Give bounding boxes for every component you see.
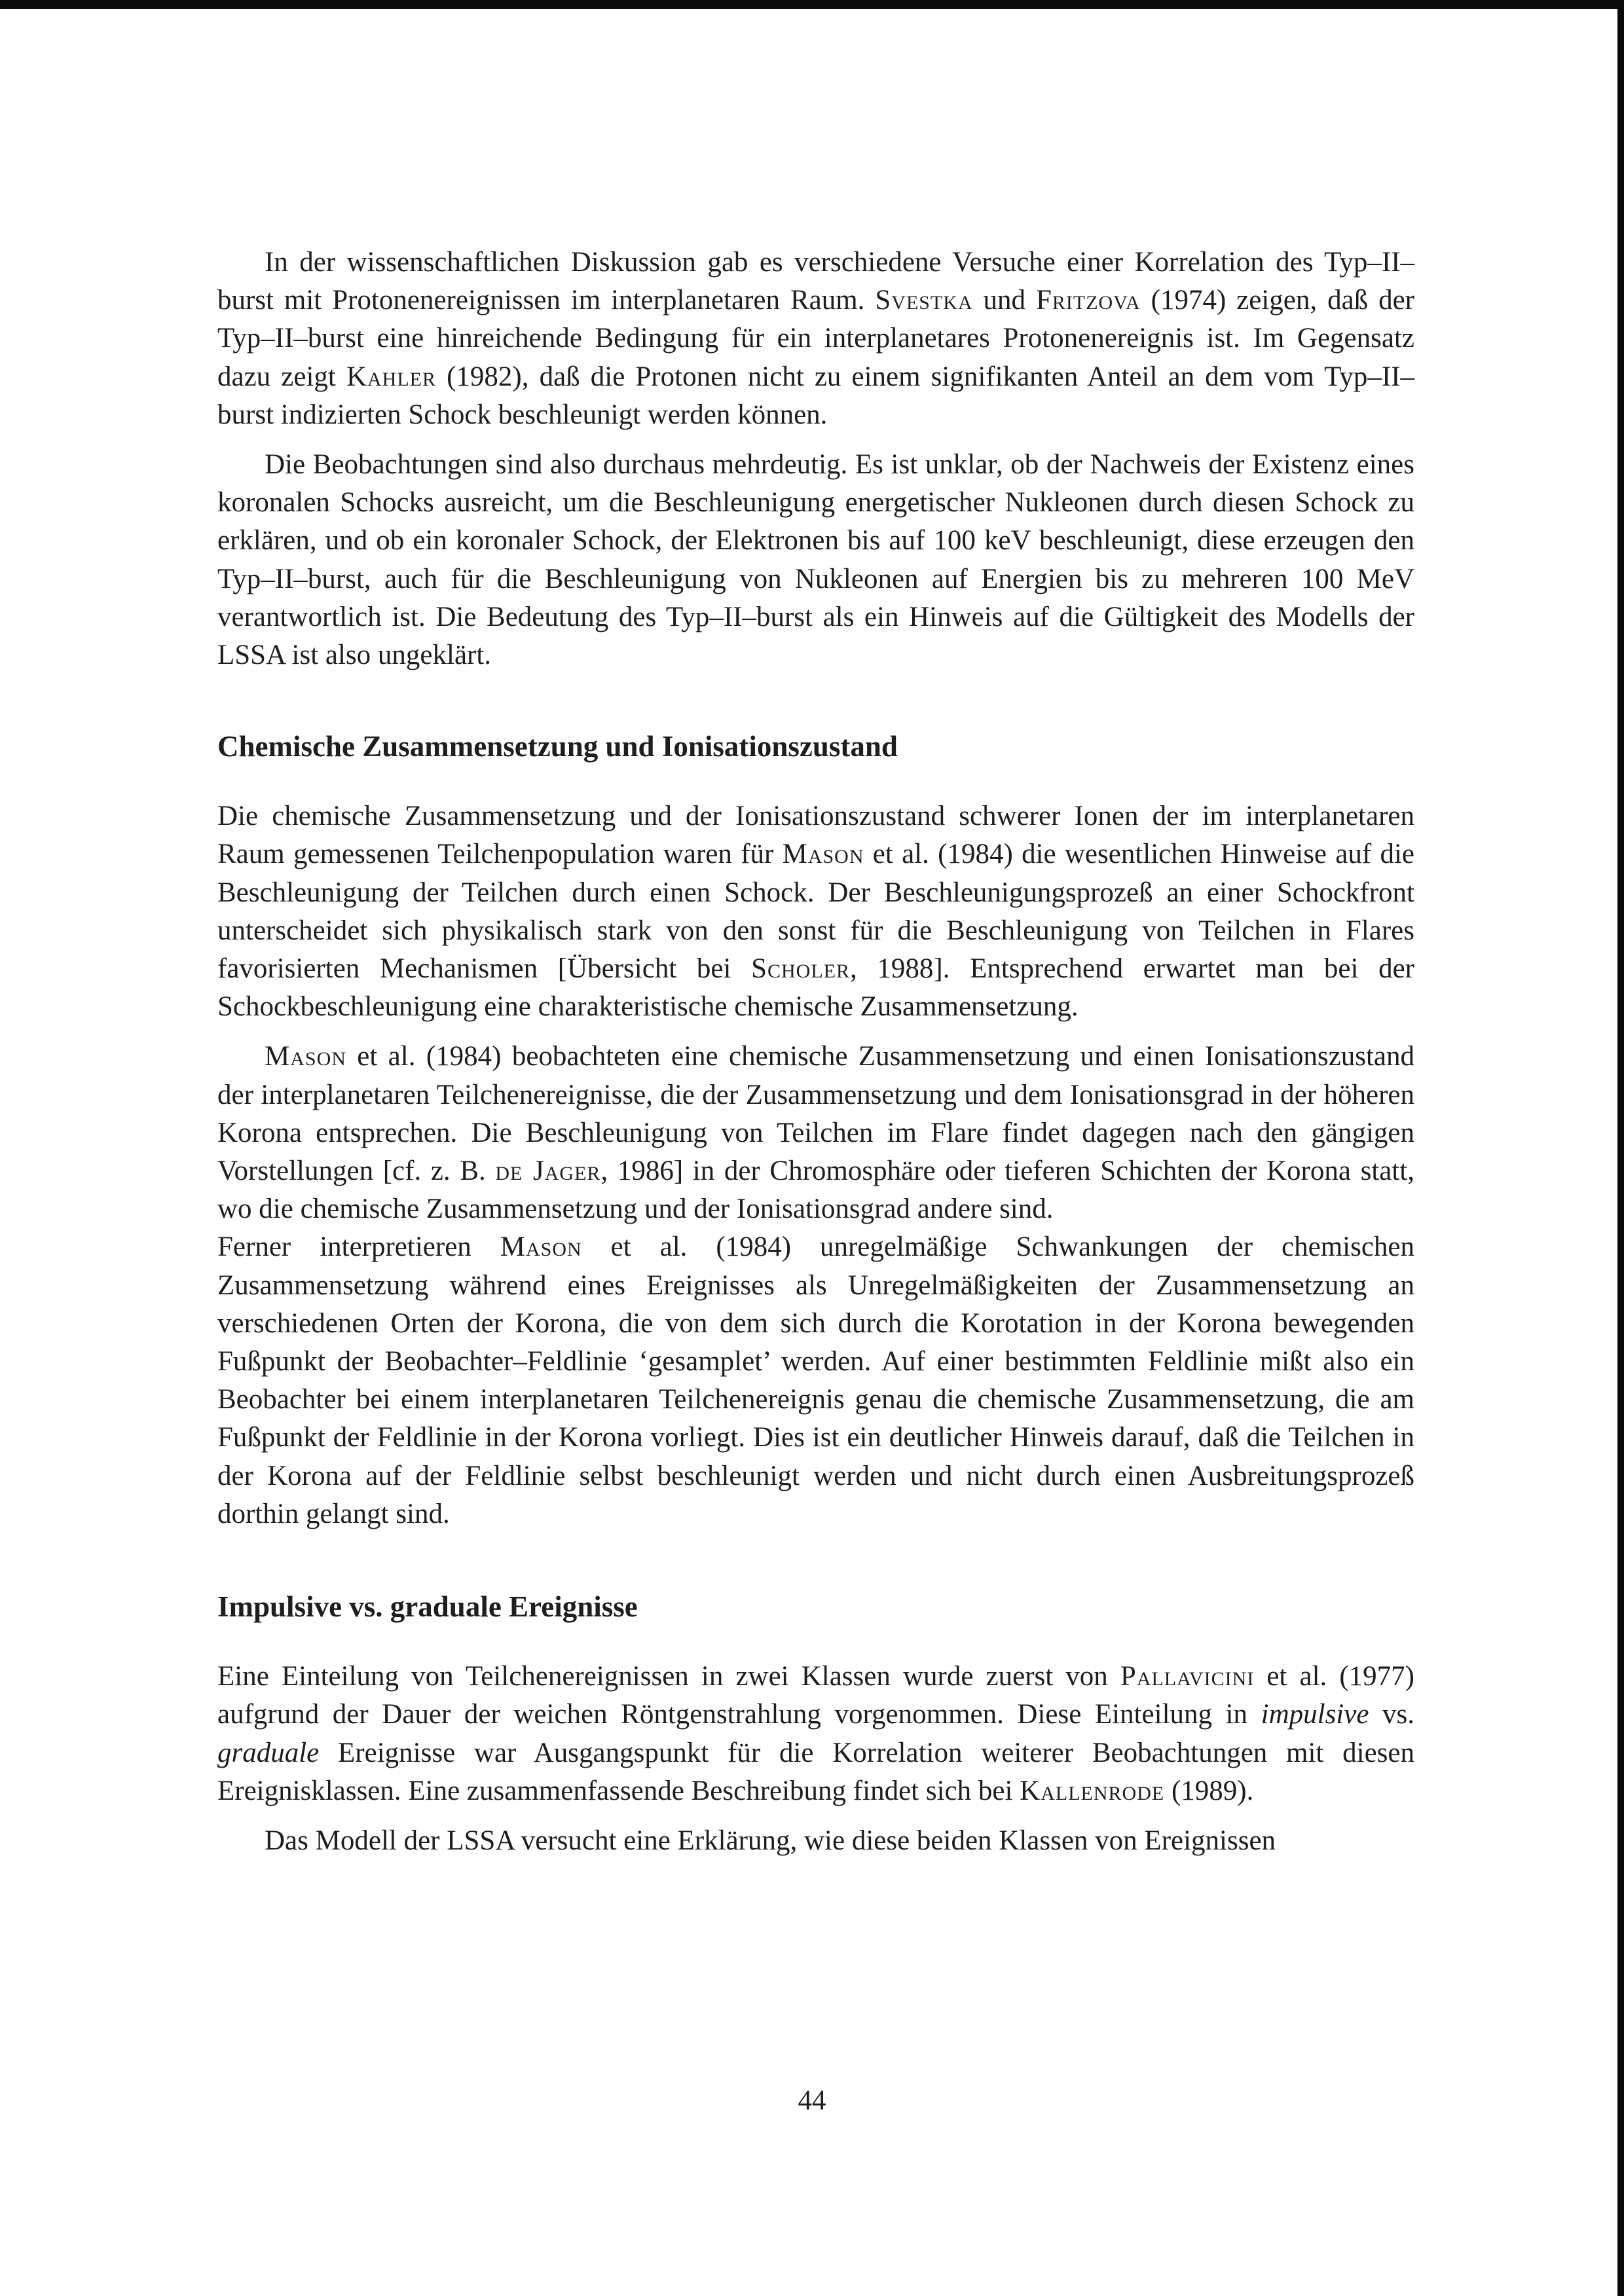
paragraph-event-classes bbox=[217, 1658, 1414, 1810]
paragraph-chemical-composition bbox=[217, 797, 1414, 1026]
text-run: et al. (1984) die wesentlichen Hinweise auf die Beschleunigung der Teilchen durch einen Schock. Der Beschleunigungsprozeß an einer Schockfront unterscheidet sich physikalisch stark von den sonst für die Beschleunigung von Teilchen in Flares favorisierten Mechanismen [Übersicht bei bbox=[217, 839, 1415, 985]
paragraph-mason-interpretation bbox=[217, 1228, 1414, 1533]
text-run: et al. (1984) unregelmäßige Schwankungen der chemischen Zusammensetzung während eines Ereignisses als Unregelmäßigkeiten der Zusammensetzung an verschiedenen Orten der Korona, die von dem sich durch die Korotation in der Korona bewegenden Fußpunkt der Beobachter–Feldlinie ‘gesamplet’ werden. Auf einer bestimmten Feldlinie mißt also ein Beobachter bei einem interplanetaren Teilchenereignis genau die chemische Zusammensetzung, die am Fußpunkt der Feldlinie in der Korona vorliegt. Dies ist ein deutlicher Hinweis darauf, daß die Teilchen in der Korona auf der Feldlinie selbst beschleunigt werden und nicht durch einen Ausbreitungsprozeß dorthin gelangt sind. bbox=[217, 1231, 1414, 1529]
page-body bbox=[217, 244, 1414, 1860]
text-run: Die chemische Zusammensetzung und der Ionisationszustand schwerer Ionen der im interplanetaren Raum gemessenen Teilchenpopulation waren für bbox=[217, 801, 1414, 870]
author-name: Svestka bbox=[875, 285, 973, 316]
text-run: (1989). bbox=[1164, 1775, 1254, 1806]
text-run: et al. (1984) beobachteten eine chemische Zusammensetzung und einen Ionisationszustand der interplanetaren Teilchenereignisse, die der Zusammensetzung und dem Ionisationsgrad in der höheren Korona entsprechen. Die Beschleunigung von Teilchen im Flare findet dagegen nach den gängigen Vorstellungen [cf. z. B. bbox=[217, 1041, 1414, 1187]
text-run: Eine Einteilung von Teilchenereignissen in zwei Klassen wurde zuerst von bbox=[217, 1661, 1120, 1692]
author-name: Mason bbox=[782, 839, 864, 870]
emphasis-term: graduale bbox=[217, 1737, 320, 1768]
paragraph-typ-ii-burst-correlation bbox=[217, 244, 1414, 434]
page-number: 44 bbox=[798, 2085, 826, 2116]
paragraph-observations-ambiguous: Die Beobachtungen sind also durchaus mehrdeutig. Es ist unklar, ob der Nachweis der Existenz eines koronalen Schocks ausreicht, um die Beschleunigung energetischer Nukleonen durch diesen Schock zu erklären, und ob ein koronaler Schock, der Elektronen bis auf 100 keV beschleunigt, diese erzeugen den Typ–II–burst, auch für die Beschleunigung von Nukleonen auf Energien bis zu mehreren 100 MeV verantwortlich ist. Die Bedeutung des Typ–II–burst als ein Hinweis auf die Gültigkeit des Modells der LSSA ist also ungeklärt. bbox=[217, 449, 1414, 671]
author-name: Kahler bbox=[346, 361, 436, 392]
scan-border-right bbox=[1617, 0, 1624, 2296]
text-run: , 1988]. Entsprechend erwartet man bei der Schockbeschleunigung eine charakteristische chemische Zusammensetzung. bbox=[217, 953, 1414, 1023]
text-run: et al. (1977) aufgrund der Dauer der weichen Röntgenstrahlung vorgenommen. Diese Einteilung in bbox=[217, 1661, 1415, 1730]
author-name: Scholer bbox=[751, 953, 850, 985]
author-name: de Jager bbox=[495, 1156, 601, 1187]
text-run: (1982), daß die Protonen nicht zu einem signifikanten Anteil an dem vom Typ–II–burst indizierten Schock beschleunigt werden können. bbox=[217, 361, 1414, 430]
scan-border-top bbox=[0, 0, 1624, 9]
author-name: Mason bbox=[265, 1041, 346, 1072]
text-run: (1974) zeigen, daß der Typ–II–burst eine hinreichende Bedingung für ein interplanetares Protonenereignis ist. Im Gegensatz dazu zeigt bbox=[217, 285, 1414, 392]
author-name: Pallavicini bbox=[1120, 1661, 1255, 1692]
paragraph-mason-observations bbox=[217, 1038, 1414, 1228]
text-run: vs. bbox=[1369, 1699, 1414, 1730]
section-heading-impulsive-gradual: Impulsive vs. graduale Ereignisse bbox=[217, 1590, 638, 1624]
text-run: Ferner interpretieren bbox=[217, 1231, 500, 1263]
text-run: , 1986] in der Chromosphäre oder tieferen Schichten der Korona statt, wo die chemische Zusammensetzung und der Ionisationsgrad andere sind. bbox=[217, 1156, 1414, 1225]
paragraph-lssa-model: Das Modell der LSSA versucht eine Erklärung, wie diese beiden Klassen von Ereignissen bbox=[265, 1825, 1276, 1856]
text-run: In der wissenschaftlichen Diskussion gab es verschiedene Versuche einer Korrelation des Typ–II–burst mit Protonenereignissen im interplanetaren Raum. bbox=[217, 247, 1414, 316]
section-heading-chemical-composition: Chemische Zusammensetzung und Ionisationszustand bbox=[217, 730, 898, 763]
text-run: und bbox=[972, 285, 1036, 316]
author-name: Mason bbox=[500, 1231, 582, 1263]
text-run: Ereignisse war Ausgangspunkt für die Korrelation weiterer Beobachtungen mit diesen Ereignisklassen. Eine zusammenfassende Beschreibung findet sich bei bbox=[217, 1737, 1414, 1806]
emphasis-term: impulsive bbox=[1261, 1699, 1369, 1730]
author-name: Fritzova bbox=[1035, 285, 1141, 316]
author-name: Kallenrode bbox=[1020, 1775, 1165, 1806]
